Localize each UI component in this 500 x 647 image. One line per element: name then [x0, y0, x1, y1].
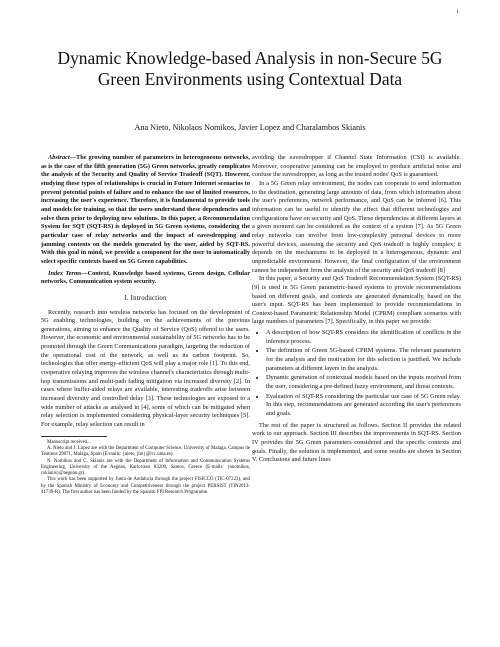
- footnote-affiliation-uma: A. Nieto and J. Lopez are with the Department of Computer Science, University of Malaga, Campus de Teatinos 29071, Malaga, Spain (E-mails: {nieto, jlm}@lcc.uma.es).: [41, 445, 250, 458]
- right-paragraph-1: avoiding the eavesdropper if Channel State Information (CSI) is available. Moreover, cooperative jamming can be employed to produce artificial noise and confuse the eavesdropper, as long as the trusted nodes' QoS is guaranteed.: [252, 154, 461, 179]
- footnote-affiliation-aegean: N. Nomikos and C. Skianis are with the Department of Information and Communication Systems Engineering, University of the Aegean, Karlovassi 83200, Samos, Greece (E-mails: {nnomikos, cskianis}@aegean.gr).: [41, 458, 250, 477]
- index-terms: Index Terms—Context, Knowledge based systems, Green design, Cellular networks, Communication system security.: [41, 269, 251, 286]
- right-column: [252, 154, 461, 465]
- right-paragraph-3: In this paper, a Security and QoS Tradeoff Recommendation System (SQT-RS) [9] is used in 5G Green parametric-based systems to provide recommendations based on different goals, and contexts are generated dynamically, based on the user's input. SQT-RS has been implemented to provide recommendations in Context-based Parametric Relationship Model (CPRM) compliant scenarios with large numbers of parameters [7]. Specifically, in this paper we provide:: [252, 275, 461, 326]
- left-column: [41, 154, 250, 496]
- contribution-item: • Dynamic generation of contextual models based on the inputs received from the user, considering a pre-defined fuzzy environment, and threat contexts.: [266, 374, 461, 391]
- page-number: 1: [456, 9, 459, 15]
- index-terms-label: Index Terms: [48, 269, 82, 277]
- paper-title: Dynamic Knowledge-based Analysis in non-Secure 5G Green Environments using Contextual Data: [57, 48, 443, 89]
- index-terms-text: Context, Knowledge based systems, Green design, Cellular networks, Communication system security.: [41, 269, 251, 286]
- contribution-list: [252, 329, 461, 419]
- right-paragraph-2: In a 5G Green relay environment, the nodes can cooperate to send information to the destination, generating large amounts of data, from which information about the user's preferences, network performance, and QoS can be inferred [6]. This information can be useful to identify the effect that different technologies and configurations have on security and QoS. These dependencies at different layers at a given moment can be considered as the context of a system [7]. As 5G Green relay networks can involve from low-complexity personal devices to more powerful devices, assessing the security and QoS tradeoff is highly complex; it depends on the mechanisms to be deployed in a heterogeneous, dynamic and unpredictable environment. However, the final configuration of the environment cannot be independent from the analysis of the security and QoS tradeoff [8]: [252, 179, 461, 274]
- abstract: Abstract—The growing number of parameters in heterogeneous networks, as is the case of the fifth generation (5G) Green networks, greatly complicates the analysis of the Security and Quality of Service Tradeoff (SQT). However, studying these types of relationships is crucial in Future Internet scenarios to prevent potential points of failure and to enhance the use of limited resources, increasing the user's experience. Therefore, it is fundamental to provide tools and models for training, so that the users understand these dependencies and solve them prior to deploying new solutions. In this paper, a Recommendation System for SQT (SQT-RS) is deployed in 5G Green systems, considering the particular case of relay networks and the impact of eavesdropping and jamming contents on the models generated by the user, aided by SQT-RS. With this goal in mind, we provide a component for the user to automatically select specific contexts based on 5G Green capabilities.: [41, 154, 250, 265]
- right-paragraph-4: The rest of the paper is structured as follows. Section II provides the related work to our approach. Section III describes the improvements in SQT-RS. Section IV provides the 5G Green parameters considered and the specific contexts and goals. Finally, the solution is implemented, and some results are shown in Section V. Conclusions and future lines: [252, 421, 461, 464]
- abstract-label: Abstract: [48, 154, 70, 161]
- footnote-separator: [41, 436, 107, 437]
- contribution-item: • A description of how SQT-RS considers the identification of conflicts in the inference process.: [266, 329, 461, 346]
- author-list: Ana Nieto, Nikolaos Nomikos, Javier Lopez and Charalambos Skianis: [134, 123, 366, 132]
- footnotes: [41, 440, 250, 497]
- section-heading-introduction: I. Introduction: [124, 294, 167, 302]
- intro-paragraph: Recently, research into wireless networks has focused on the development of 5G enabling technologies, building on the achievements of the previous generations, aiming to enhance the Quality of Service (QoS) offered to the users. However, the economic and environmental sustainability of 5G networks has to be promoted through the Green Communications paradigm, targeting the reduction of the operational cost of the network, as well as its carbon footprint. So, technologies that offer energy-efficient QoS will play a major role [1]. To this end, cooperative relaying improves the wireless channel's characteristics through multi-hop transmissions and multi-path fading mitigation via increased diversity [2]. In cases where buffer-aided relays are available, interesting tradeoffs arise between increased diversity and controlled delay [3]. These technologies are exposed to a wide number of attacks as analysed in [4], some of which can be mitigated when relay selection is implemented considering physical-layer security techniques [5]. For example, relay selection can result in: [41, 308, 250, 429]
- contribution-item: • The definition of Green 5G-based CPRM systems. The relevant parameters for the analysis and the motivation for this selection is justified. We include parameters at different layers in the analysis.: [266, 347, 461, 373]
- footnote-received: Manuscript received...: [47, 439, 91, 445]
- contribution-item: • Evaluation of SQT-RS considering the particular use case of 5G Green relay. In this step, recommendations are generated according the user's preferences and goals.: [266, 393, 461, 419]
- footnote-funding: This work has been supported by Junta de Andalucia through the project FISICCO (TIC-07223), and by the Spanish Ministry of Economy and Competitiveness through the project PERSIST (TIN2013-41739-R). The first author has been funded by the Spanish FPI Research Programme.: [41, 477, 250, 496]
- abstract-text: The growing number of parameters in heterogeneous networks, as is the case of the fifth generation (5G) Green networks, greatly complicates the analysis of the Security and Quality of Service Tradeoff (SQT). However, studying these types of relationships is crucial in Future Internet scenarios to prevent potential points of failure and to enhance the use of limited resources, increasing the user's experience. Therefore, it is fundamental to provide tools and models for training, so that the users understand these dependencies and solve them prior to deploying new solutions. In this paper, a Recommendation System for SQT (SQT-RS) is deployed in 5G Green systems, considering the particular case of relay networks and the impact of eavesdropping and jamming contents on the models generated by the user, aided by SQT-RS. With this goal in mind, we provide a component for the user to automatically select specific contexts based on 5G Green capabilities.: [41, 154, 250, 265]
